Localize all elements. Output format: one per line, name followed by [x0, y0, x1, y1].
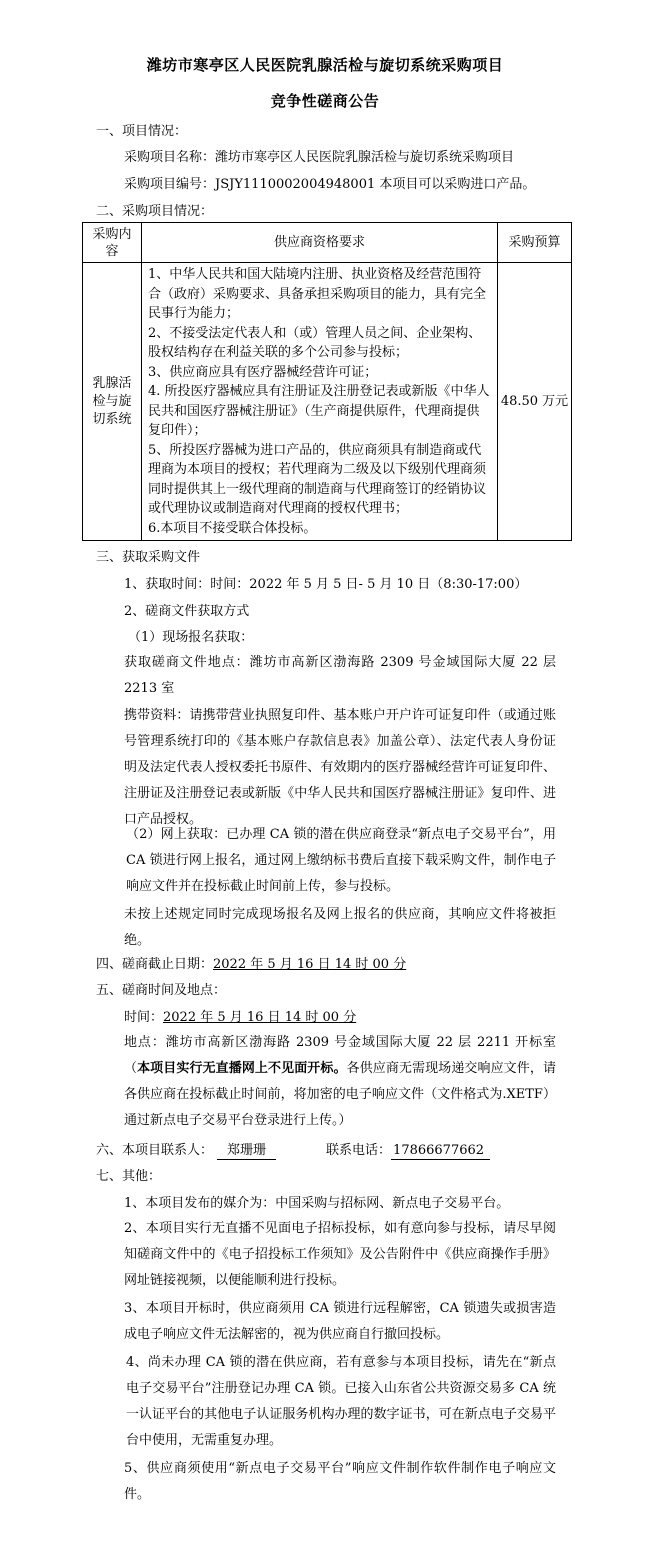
acquire-method: 2、磋商文件获取方式	[124, 604, 250, 619]
rejection-note: 未按上述规定同时完成现场报名及网上报名的供应商，其响应文件将被拒绝。	[124, 907, 556, 948]
requirement-5: 5、所投医疗器械为进口产品的，供应商须具有制造商或代理商为本项目的授权；若代理商为二级及以下级别代理商须同时提供其上一级代理商的制造商与代理商签订的经销协议或代理协议或制造商对代理商的授权代理书；	[148, 442, 487, 516]
required-documents: 携带资料：请携带营业执照复印件、基本账户开户许可证复印件（或通过账号管理系统打印的《基本账户存款信息表》加盖公章）、法定代表人身份证明及法定代表人授权委托书原件、有效期内的医疗器械经营许可证复印件、注册证及注册登记表或新版《中华人民共和国医疗器械注册证》复印件、进口产品授权。	[124, 708, 556, 827]
table-cell-requirements	[142, 263, 498, 541]
deadline-date: 2022 年 5 月 16 日 14 时 00 分	[213, 957, 407, 972]
other-3: 3、本项目开标时，供应商须用 CA 锁进行远程解密，CA 锁遗失或损害造成电子响应文件无法解密的，视为供应商自行撤回投标。	[124, 1301, 556, 1342]
table-cell-budget: 48.50 万元	[498, 263, 572, 541]
contact-person: 郑珊珊	[217, 1143, 276, 1160]
section-4	[96, 957, 406, 973]
negotiation-time: 时间：2022 年 5 月 16 日 14 时 00 分	[124, 1010, 357, 1025]
requirement-6: 6.本项目不接受联合体投标。	[148, 520, 317, 536]
other-2: 2、本项目实行无直播不见面电子招标投标，如有意向参与投标，请尽早阅知磋商文件中的《电子招投标工作须知》及公告附件中《供应商操作手册》网址链接视频，以便能顺利进行投标。	[124, 1221, 556, 1288]
negotiation-place: 地点：潍坊市高新区渤海路 2309 号金域国际大厦 22 层 2211 开标室（本项目实行无直播网上不见面开标。各供应商无需现场递交响应文件，请各供应商在投标截止时间前，将加密的电子响应文件（文件格式为.XETF）通过新点电子交易平台登录进行上传。）	[124, 1035, 556, 1128]
requirement-3: 3、供应商应具有医疗器械经营许可证；	[148, 364, 378, 380]
section-3-heading: 三、获取采购文件	[96, 550, 201, 565]
no-live-stream-note: 本项目实行无直播网上不见面开标。	[137, 1061, 347, 1076]
negotiation-time-value: 2022 年 5 月 16 日 14 时 00 分	[163, 1010, 357, 1025]
online-registration: （2）网上获取：已办理 CA 锁的潜在供应商登录“新点电子交易平台”，用 CA 锁进行网上报名，通过网上缴纳标书费后直接下载采购文件，制作电子响应文件并在投标截止时间前上传，参与投标。	[126, 827, 556, 894]
requirement-4: 4. 所投医疗器械应具有注册证及注册登记表或新版《中华人民共和国医疗器械注册证》（生产商提供原件，代理商提供复印件）；	[148, 384, 490, 438]
requirement-2: 2、不接受法定代表人和（或）管理人员之间、企业架构、股权结构存在利益关联的多个公司参与投标；	[148, 325, 482, 360]
section-1-heading: 一、项目情况：	[96, 124, 188, 139]
doc-title: 潍坊市寒亭区人民医院乳腺活检与旋切系统采购项目	[146, 56, 504, 74]
contact-phone: 17866677662	[391, 1143, 490, 1160]
procurement-table	[82, 222, 572, 541]
onsite-registration: （1）现场报名获取：	[128, 630, 254, 645]
section-7-heading: 七、其他：	[96, 1169, 162, 1184]
doc-subtitle: 竞争性磋商公告	[270, 92, 380, 110]
requirement-1: 1、中华人民共和国大陆境内注册、执业资格及经营范围符合（政府）采购要求、具备承担采购项目的能力，具有完全民事行为能力；	[148, 267, 487, 321]
section-5-heading: 五、磋商时间及地点：	[96, 983, 227, 998]
project-code: 采购项目编号：JSJY1110002004948001 本项目可以采购进口产品。	[124, 177, 536, 192]
table-header-requirements: 供应商资格要求	[142, 223, 498, 263]
other-5: 5、供应商须使用“新点电子交易平台”响应文件制作软件制作电子响应文件。	[124, 1461, 556, 1502]
acquire-time: 1、获取时间：时间：2022 年 5 月 5 日- 5 月 10 日（8:30-17:00）	[124, 577, 528, 592]
table-header-budget: 采购预算	[498, 223, 572, 263]
acquire-address: 获取磋商文件地点：潍坊市高新区渤海路 2309 号金域国际大厦 22 层 2213 室	[124, 655, 556, 696]
section-6: 六、本项目联系人： 郑珊珊 联系电话： 17866677662	[96, 1143, 490, 1160]
section-2-heading: 二、采购项目情况：	[96, 204, 214, 219]
deadline-label: 四、磋商截止日期：	[96, 957, 214, 972]
table-header-content: 采购内容	[83, 223, 142, 263]
table-cell-item: 乳腺活检与旋切系统	[83, 263, 142, 541]
other-4: 4、尚未办理 CA 锁的潜在供应商，若有意参与本项目投标，请先在“新点电子交易平台”注册登记办理 CA 锁。已接入山东省公共资源交易多 CA 统一认证平台的其他电子认证服务机构办理的数字证书，可在新点电子交易平台中使用，无需重复办理。	[126, 1355, 556, 1448]
project-name: 采购项目名称：潍坊市寒亭区人民医院乳腺活检与旋切系统采购项目	[124, 150, 515, 165]
other-1: 1、本项目发布的媒介为：中国采购与招标网、新点电子交易平台。	[124, 1196, 510, 1211]
